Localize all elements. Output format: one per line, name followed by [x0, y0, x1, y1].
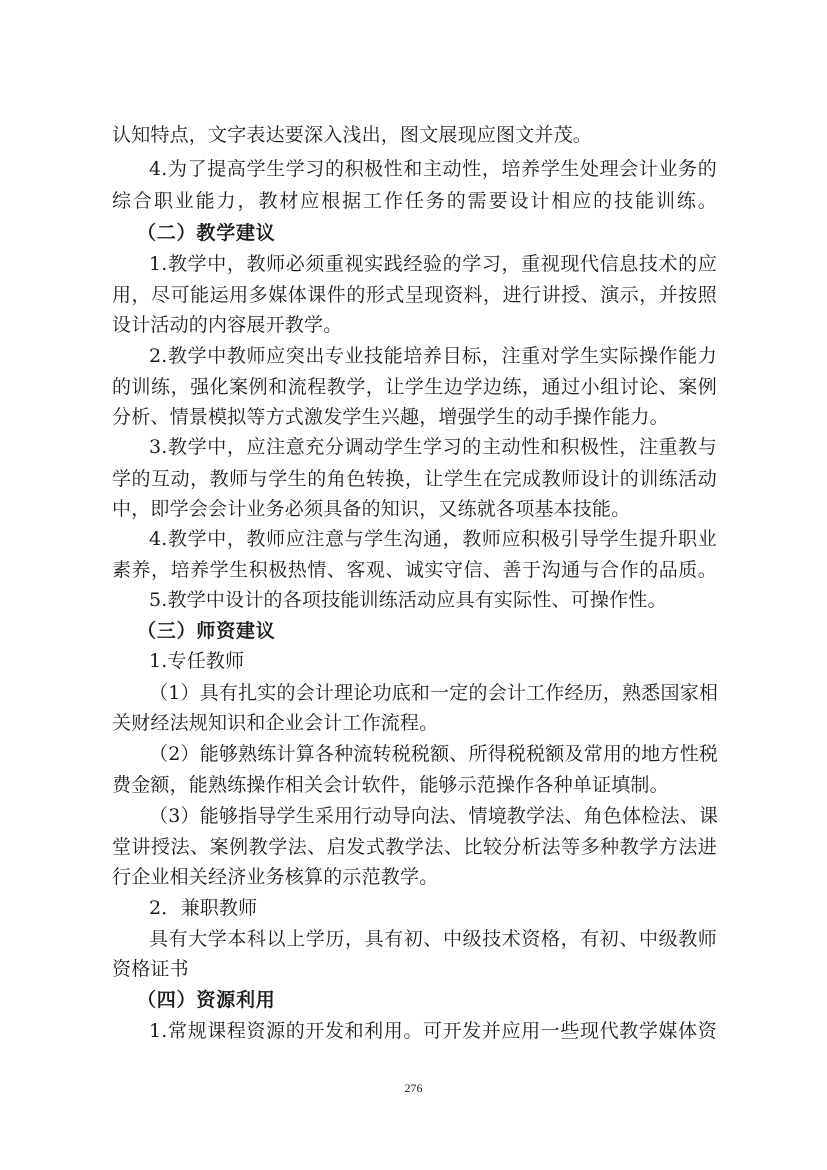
paragraph-line: 设计活动的内容展开教学。: [112, 314, 343, 336]
paragraph-line: 1.教学中，教师必须重视实践经验的学习，重视现代信息技术的应: [149, 253, 717, 275]
paragraph-line: 资格证书: [112, 958, 189, 980]
paragraph-line: 4.教学中，教师应注意与学生沟通，教师应积极引导学生提升职业: [149, 528, 717, 550]
paragraph-line: （1）具有扎实的会计理论功底和一定的会计工作经历，熟悉国家相: [149, 682, 719, 704]
subheading-full-time-teachers: 1.专任教师: [149, 650, 245, 672]
paragraph-line: 关财经法规知识和企业会计工作流程。: [112, 712, 439, 734]
paragraph-line: （3）能够指导学生采用行动导向法、情境教学法、角色体检法、课: [149, 805, 719, 827]
paragraph-line: 的训练，强化案例和流程教学，让学生边学边练，通过小组讨论、案例: [112, 376, 717, 398]
paragraph-line: 费金额，能熟练操作相关会计软件，能够示范操作各种单证填制。: [112, 774, 669, 796]
paragraph-line: 分析、情景模拟等方式激发学生兴趣，增强学生的动手操作能力。: [112, 406, 669, 428]
paragraph-line: （2）能够熟练计算各种流转税税额、所得税税额及常用的地方性税: [149, 743, 719, 765]
paragraph-line: 素养，培养学生积极热情、客观、诚实守信、善于沟通与合作的品质。: [112, 559, 717, 581]
subheading-part-time-teachers: 2．兼职教师: [149, 897, 258, 919]
paragraph-line: 5.教学中设计的各项技能训练活动应具有实际性、可操作性。: [149, 589, 667, 611]
paragraph-line: 认知特点，文字表达要深入浅出，图文展现应图文并茂。: [112, 124, 593, 146]
paragraph-line: 具有大学本科以上学历，具有初、中级技术资格，有初、中级教师: [149, 928, 717, 950]
paragraph-line: 综合职业能力，教材应根据工作任务的需要设计相应的技能训练。: [112, 190, 717, 212]
paragraph-line: 用，尽可能运用多媒体课件的形式呈现资料，进行讲授、演示，并按照: [112, 284, 717, 306]
paragraph-line: 1.常规课程资源的开发和利用。可开发并应用一些现代教学媒体资: [149, 1020, 717, 1042]
paragraph-line: 行企业相关经济业务核算的示范教学。: [112, 866, 439, 888]
paragraph-line: 4.为了提高学生学习的积极性和主动性，培养学生处理会计业务的: [149, 158, 717, 180]
section-heading-teaching-advice: （二）教学建议: [137, 222, 276, 244]
paragraph-line: 堂讲授法、案例教学法、启发式教学法、比较分析法等多种教学方法进: [112, 836, 717, 858]
paragraph-line: 学的互动，教师与学生的角色转换，让学生在完成教师设计的训练活动: [112, 468, 717, 490]
paragraph-line: 3.教学中，应注意充分调动学生学习的主动性和积极性，注重教与: [149, 436, 717, 458]
section-heading-teacher-advice: （三）师资建议: [137, 620, 276, 642]
paragraph-line: 中，即学会会计业务必须具备的知识，又练就各项基本技能。: [112, 498, 631, 520]
section-heading-resource-utilization: （四）资源利用: [137, 989, 276, 1011]
page-number: 276: [404, 1081, 423, 1095]
paragraph-line: 2.教学中教师应突出专业技能培养目标，注重对学生实际操作能力: [149, 345, 717, 367]
